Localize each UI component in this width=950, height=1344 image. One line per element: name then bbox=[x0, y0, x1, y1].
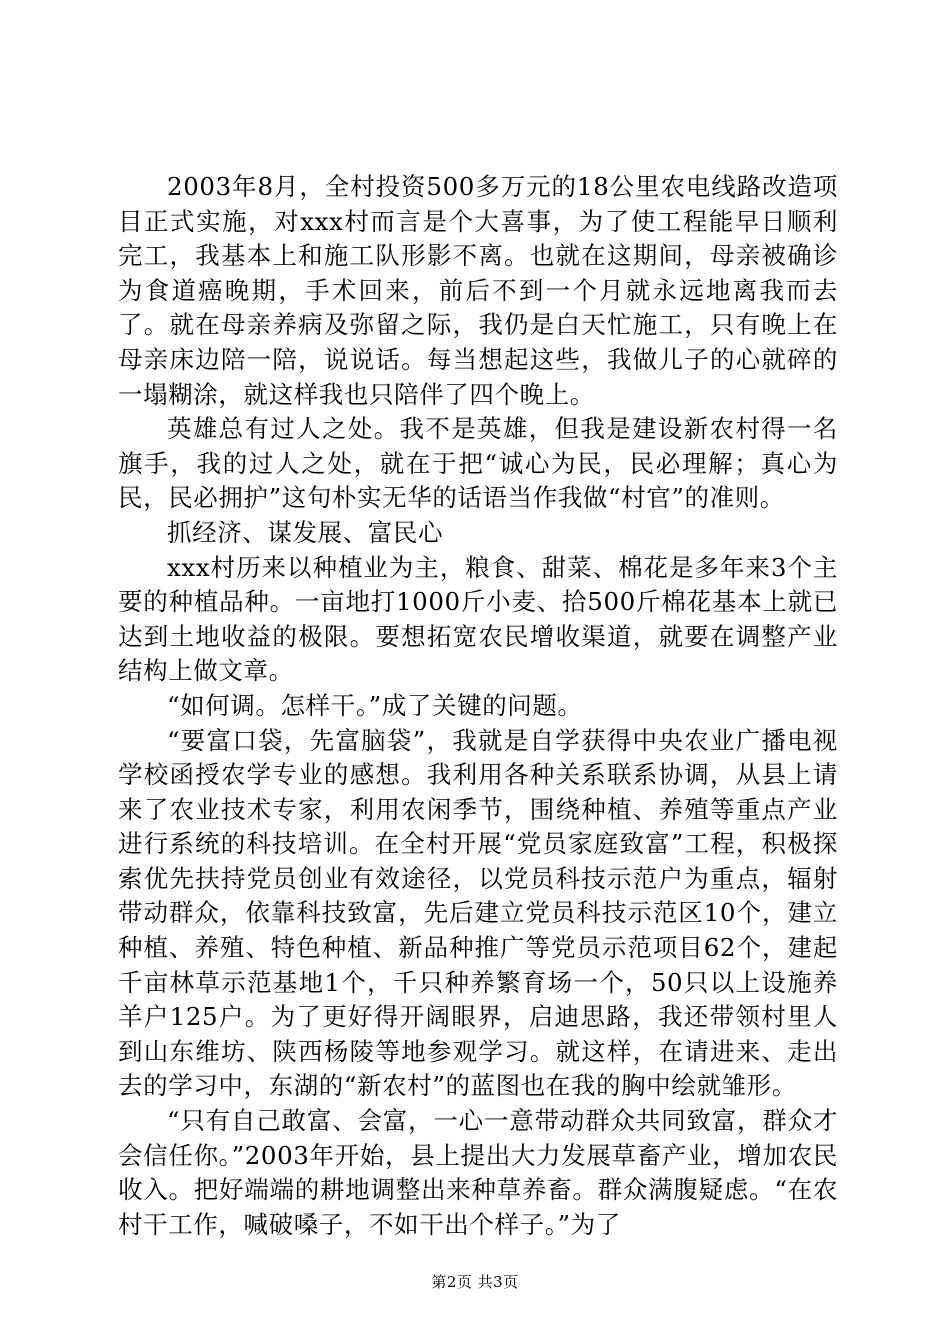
document-body bbox=[118, 170, 838, 1242]
paragraph-training: “要富口袋，先富脑袋”，我就是自学获得中央农业广播电视学校函授农学专业的感想。我利用各种关系联系协调，从县上请来了农业技术专家，利用农闲季节，围绕种植、养殖等重点产业进行系统的科技培训。在全村开展“党员家庭致富”工程，积极探索优先扶持党员创业有效途径，以党员科技示范户为重点，辐射带动群众，依靠科技致富，先后建立党员科技示范区10个，建立种植、养殖、特色种植、新品种推广等党员示范项目62个，建起千亩林草示范基地1个，千只种养繁育场一个，50只以上设施养羊户125户。为了更好得开阔眼界，启迪思路，我还带领村里人到山东维坊、陕西杨陵等地参观学习。就这样，在请进来、走出去的学习中，东湖的“新农村”的蓝图也在我的胸中绘就雏形。 bbox=[118, 725, 838, 1101]
section-heading: 抓经济、谋发展、富民心 bbox=[167, 517, 444, 547]
paragraph-hero: 英雄总有过人之处。我不是英雄，但我是建设新农村得一名旗手，我的过人之处，就在于把“诚心为民，民必理解；真心为民，民必拥护”这句朴实无华的话语当作我做“村官”的准则。 bbox=[118, 414, 838, 513]
page-number-footer: 第2页 共3页 bbox=[431, 1273, 519, 1291]
paragraph-planting: xxx村历来以种植业为主，粮食、甜菜、棉花是多年来3个主要的种植品种。一亩地打1000斤小麦、拾500斤棉花基本上就已达到土地收益的极限。要想拓宽农民增收渠道，就要在调整产业结构上做文章。 bbox=[118, 552, 838, 686]
paragraph-grass-livestock: “只有自己敢富、会富，一心一意带动群众共同致富，群众才会信任你。”2003年开始，县上提出大力发展草畜产业，增加农民收入。把好端端的耕地调整出来种草养畜。群众满腹疑虑。“在农村干工作，喊破嗓子，不如干出个样子。”为了 bbox=[118, 1106, 838, 1239]
paragraph-key-question: “如何调。怎样干。”成了关键的问题。 bbox=[167, 690, 583, 720]
paragraph-power-line-project: 2003年8月，全村投资500多万元的18公里农电线路改造项目正式实施，对xxx村而言是个大喜事，为了使工程能早日顺利完工，我基本上和施工队形影不离。也就在这期间，母亲被确诊为食道癌晚期，手术回来，前后不到一个月就永远地离我而去了。就在母亲养病及弥留之际，我仍是白天忙施工，只有晚上在母亲床边陪一陪，说说话。每当想起这些，我做儿子的心就碎的一塌糊涂，就这样我也只陪伴了四个晚上。 bbox=[118, 172, 838, 409]
